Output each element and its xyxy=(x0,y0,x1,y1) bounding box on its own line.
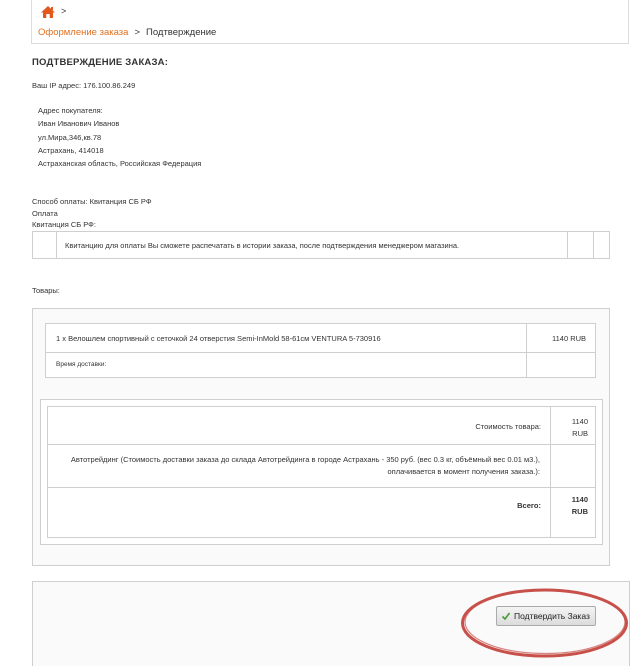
payment-info xyxy=(32,196,152,231)
item-price: 1140 RUB xyxy=(552,334,587,343)
payment-note-text: Квитанцию для оплаты Вы сможете распечатать в истории заказа, после подтверждения менеджером магазина. xyxy=(65,241,460,250)
payment-kvitancia: Квитанция СБ РФ: xyxy=(32,220,96,229)
address-line: Иван Иванович Иванов xyxy=(38,119,120,129)
confirm-order-button[interactable] xyxy=(496,606,596,626)
total-value xyxy=(548,494,588,518)
breadcrumb-arrow: > xyxy=(61,6,67,16)
confirm-order-label: Подтвердить Заказ xyxy=(514,611,590,621)
address-label: Адрес покупателя: xyxy=(38,106,103,115)
item-name: 1 x Велошлем спортивный с сеточкой 24 отверстия Semi-InMold 58-61см VENTURA 5-730916 xyxy=(56,334,381,343)
delivery-time-label: Время доставки: xyxy=(56,361,107,368)
goods-cost-label: Стоимость товара: xyxy=(475,422,541,431)
items-table xyxy=(45,323,596,378)
shipping-text-line: Автотрейдинг (Стоимость доставки заказа до склада Автотрейдинга в городе Астрахань - 350 руб. (вес 0.3 кг, объёмный вес 0.01 м3.), xyxy=(70,455,540,464)
ip-address-text: Ваш IP адрес: 176.100.86.249 xyxy=(32,81,136,90)
address-line: Астраханская область, Российская Федерация xyxy=(38,159,202,169)
total-currency: RUB xyxy=(571,507,588,516)
checkmark-icon xyxy=(501,611,511,621)
shipping-info xyxy=(58,454,540,477)
goods-label: Товары: xyxy=(32,286,60,295)
payment-method: Способ оплаты: Квитанция СБ РФ xyxy=(32,197,152,206)
goods-cost-currency: RUB xyxy=(572,429,588,438)
address-line: ул.Мира,346,кв.78 xyxy=(38,132,102,142)
breadcrumb-separator: > xyxy=(134,27,140,38)
page-title: ПОДТВЕРЖДЕНИЕ ЗАКАЗА: xyxy=(32,57,169,68)
home-icon[interactable] xyxy=(40,5,56,19)
payment-oplata: Оплата xyxy=(32,208,58,218)
breadcrumb-checkout-link[interactable]: Оформление заказа xyxy=(38,27,129,38)
total-label: Всего: xyxy=(517,501,541,510)
goods-cost-number: 1140 xyxy=(571,417,588,426)
summary-table xyxy=(47,406,596,538)
address-line: Астрахань, 414018 xyxy=(38,145,104,155)
buyer-address xyxy=(38,104,201,170)
total-number: 1140 xyxy=(571,495,588,504)
goods-cost-value xyxy=(548,416,588,440)
breadcrumb xyxy=(38,27,216,38)
payment-note-table xyxy=(32,231,610,259)
shipping-text-line: оплачивается в момент получения заказа.): xyxy=(387,466,540,476)
breadcrumb-current: Подтверждение xyxy=(146,27,217,38)
